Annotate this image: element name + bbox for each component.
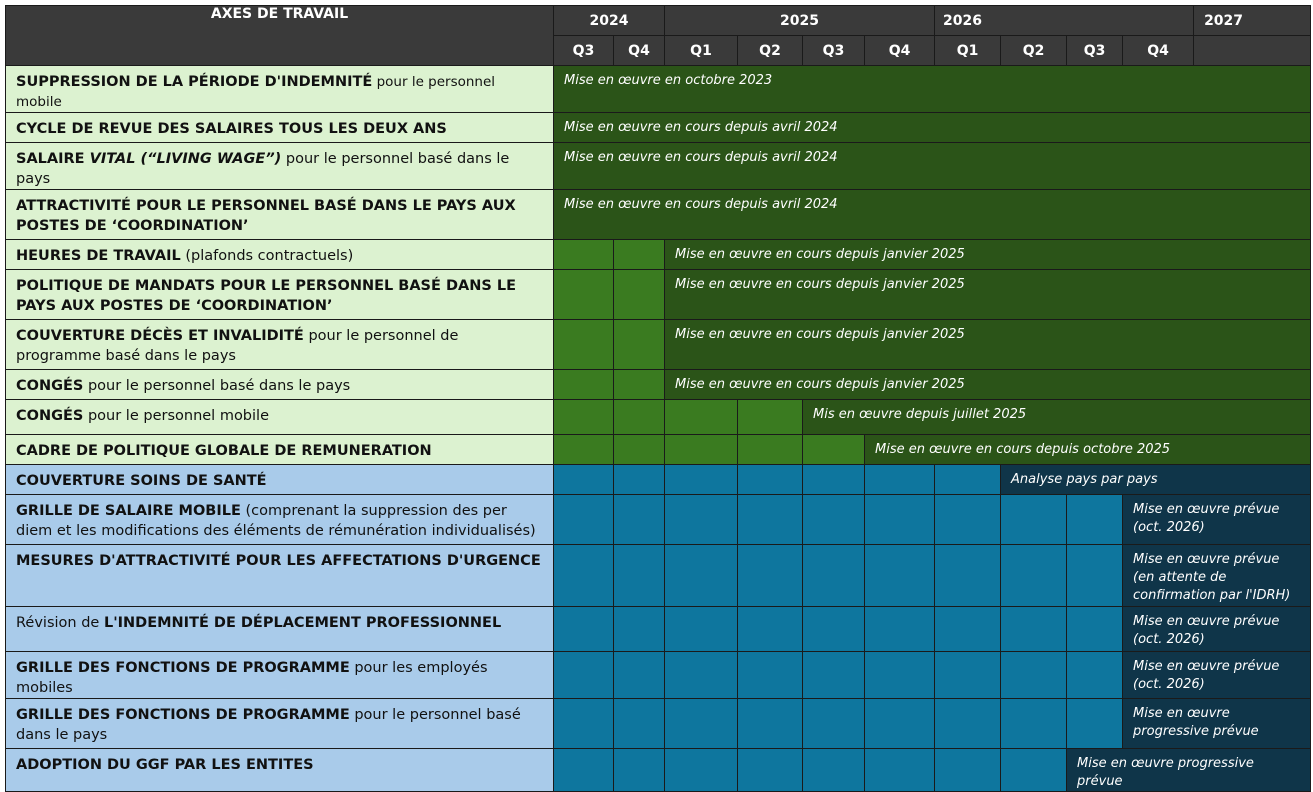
table-row	[6, 545, 1311, 607]
pending-cell	[554, 607, 614, 652]
table-row	[6, 370, 1311, 400]
table-row	[6, 240, 1311, 270]
pending-cell	[935, 545, 1001, 607]
row-label: SALAIRE VITAL (“LIVING WAGE”) pour le personnel basé dans le pays	[6, 143, 554, 190]
quarter-header: Q3	[803, 36, 865, 66]
table-row	[6, 495, 1311, 545]
row-label: GRILLE DES FONCTIONS DE PROGRAMME pour les employés mobiles	[6, 652, 554, 699]
status-bar: Mise en œuvre en cours depuis janvier 2025	[665, 270, 1311, 320]
row-label: GRILLE DES FONCTIONS DE PROGRAMME pour le personnel basé dans le pays	[6, 699, 554, 749]
status-bar: Analyse pays par pays	[1001, 465, 1311, 495]
pending-cell	[803, 495, 865, 545]
status-bar: Mise en œuvre prévue (oct. 2026)	[1123, 495, 1311, 545]
elapsed-cell	[665, 435, 738, 465]
status-bar: Mise en œuvre en cours depuis janvier 2025	[665, 320, 1311, 370]
row-label: CADRE DE POLITIQUE GLOBALE DE REMUNERATION	[6, 435, 554, 465]
row-label: HEURES DE TRAVAIL (plafonds contractuels)	[6, 240, 554, 270]
row-label: POLITIQUE DE MANDATS POUR LE PERSONNEL BASÉ DANS LE PAYS AUX POSTES DE ‘COORDINATION’	[6, 270, 554, 320]
quarter-header: Q2	[738, 36, 803, 66]
pending-cell	[803, 465, 865, 495]
pending-cell	[935, 607, 1001, 652]
pending-cell	[1067, 545, 1123, 607]
pending-cell	[803, 749, 865, 792]
pending-cell	[665, 545, 738, 607]
row-label: ATTRACTIVITÉ POUR LE PERSONNEL BASÉ DANS LE PAYS AUX POSTES DE ‘COORDINATION’	[6, 190, 554, 240]
elapsed-cell	[738, 400, 803, 435]
pending-cell	[1001, 607, 1067, 652]
table-row	[6, 143, 1311, 190]
pending-cell	[935, 699, 1001, 749]
table-row	[6, 66, 1311, 113]
table-row	[6, 435, 1311, 465]
table-row	[6, 699, 1311, 749]
row-label: CONGÉS pour le personnel basé dans le pays	[6, 370, 554, 400]
year-2026-header: 2026	[935, 6, 1194, 36]
elapsed-cell	[738, 435, 803, 465]
pending-cell	[614, 749, 665, 792]
elapsed-cell	[554, 370, 614, 400]
pending-cell	[1001, 652, 1067, 699]
row-label: SUPPRESSION DE LA PÉRIODE D'INDEMNITÉ pour le personnel mobile	[6, 66, 554, 113]
row-label: ADOPTION DU GGF PAR LES ENTITES	[6, 749, 554, 792]
pending-cell	[614, 652, 665, 699]
elapsed-cell	[614, 435, 665, 465]
table-row	[6, 320, 1311, 370]
status-bar: Mise en œuvre en cours depuis avril 2024	[554, 190, 1311, 240]
pending-cell	[865, 749, 935, 792]
pending-cell	[865, 495, 935, 545]
pending-cell	[614, 495, 665, 545]
row-label: CONGÉS pour le personnel mobile	[6, 400, 554, 435]
status-bar: Mise en œuvre en octobre 2023	[554, 66, 1311, 113]
roadmap-table	[5, 5, 1311, 792]
table-row	[6, 113, 1311, 143]
status-bar: Mise en œuvre en cours depuis janvier 2025	[665, 370, 1311, 400]
quarter-header: Q4	[865, 36, 935, 66]
pending-cell	[935, 495, 1001, 545]
elapsed-cell	[554, 320, 614, 370]
pending-cell	[803, 545, 865, 607]
pending-cell	[1001, 749, 1067, 792]
status-bar: Mise en œuvre en cours depuis avril 2024	[554, 143, 1311, 190]
row-label: Révision de L'INDEMNITÉ DE DÉPLACEMENT PROFESSIONNEL	[6, 607, 554, 652]
table-row	[6, 400, 1311, 435]
row-label: COUVERTURE SOINS DE SANTÉ	[6, 465, 554, 495]
pending-cell	[665, 699, 738, 749]
pending-cell	[614, 545, 665, 607]
elapsed-cell	[614, 370, 665, 400]
pending-cell	[665, 607, 738, 652]
pending-cell	[865, 699, 935, 749]
status-bar: Mise en œuvre progressive prévue	[1067, 749, 1311, 792]
pending-cell	[614, 465, 665, 495]
pending-cell	[1067, 495, 1123, 545]
pending-cell	[665, 465, 738, 495]
pending-cell	[1067, 652, 1123, 699]
pending-cell	[614, 699, 665, 749]
pending-cell	[1001, 495, 1067, 545]
status-bar: Mise en œuvre progressive prévue	[1123, 699, 1311, 749]
status-bar: Mise en œuvre prévue (oct. 2026)	[1123, 652, 1311, 699]
elapsed-cell	[665, 400, 738, 435]
elapsed-cell	[614, 270, 665, 320]
elapsed-cell	[614, 320, 665, 370]
pending-cell	[1001, 699, 1067, 749]
pending-cell	[1067, 699, 1123, 749]
table-row	[6, 607, 1311, 652]
elapsed-cell	[554, 270, 614, 320]
elapsed-cell	[554, 240, 614, 270]
pending-cell	[554, 652, 614, 699]
year-2024-header: 2024	[554, 6, 665, 36]
pending-cell	[665, 749, 738, 792]
pending-cell	[554, 699, 614, 749]
pending-cell	[1067, 607, 1123, 652]
header-row-years	[6, 6, 1311, 36]
elapsed-cell	[614, 240, 665, 270]
pending-cell	[803, 607, 865, 652]
quarter-header: Q4	[1123, 36, 1194, 66]
pending-cell	[803, 652, 865, 699]
year-2027-header: 2027	[1194, 6, 1311, 36]
pending-cell	[738, 545, 803, 607]
pending-cell	[738, 699, 803, 749]
table-row	[6, 190, 1311, 240]
quarter-header: Q3	[554, 36, 614, 66]
quarter-header: Q1	[665, 36, 738, 66]
pending-cell	[738, 652, 803, 699]
quarter-header: Q4	[614, 36, 665, 66]
status-bar: Mise en œuvre en cours depuis octobre 2025	[865, 435, 1311, 465]
pending-cell	[935, 652, 1001, 699]
elapsed-cell	[554, 400, 614, 435]
pending-cell	[554, 465, 614, 495]
status-bar: Mis en œuvre depuis juillet 2025	[803, 400, 1311, 435]
quarter-header: Q2	[1001, 36, 1067, 66]
pending-cell	[865, 607, 935, 652]
pending-cell	[935, 749, 1001, 792]
pending-cell	[554, 749, 614, 792]
pending-cell	[803, 699, 865, 749]
pending-cell	[738, 465, 803, 495]
axes-header: AXES DE TRAVAIL	[6, 6, 554, 66]
elapsed-cell	[614, 400, 665, 435]
table-row	[6, 465, 1311, 495]
pending-cell	[865, 652, 935, 699]
pending-cell	[554, 545, 614, 607]
pending-cell	[738, 749, 803, 792]
row-label: GRILLE DE SALAIRE MOBILE (comprenant la suppression des per diem et les modifications des éléments de rémunération individualisés)	[6, 495, 554, 545]
quarter-header: Q3	[1067, 36, 1123, 66]
pending-cell	[614, 607, 665, 652]
quarter-header: Q1	[935, 36, 1001, 66]
pending-cell	[1001, 545, 1067, 607]
pending-cell	[554, 495, 614, 545]
status-bar: Mise en œuvre en cours depuis janvier 2025	[665, 240, 1311, 270]
pending-cell	[865, 465, 935, 495]
pending-cell	[865, 545, 935, 607]
table-row	[6, 270, 1311, 320]
elapsed-cell	[803, 435, 865, 465]
status-bar: Mise en œuvre prévue (en attente de confirmation par l'IDRH)	[1123, 545, 1311, 607]
pending-cell	[665, 495, 738, 545]
table-row	[6, 749, 1311, 792]
quarter-header-empty	[1194, 36, 1311, 66]
pending-cell	[738, 607, 803, 652]
status-bar: Mise en œuvre prévue (oct. 2026)	[1123, 607, 1311, 652]
table-row	[6, 652, 1311, 699]
pending-cell	[935, 465, 1001, 495]
status-bar: Mise en œuvre en cours depuis avril 2024	[554, 113, 1311, 143]
row-label: MESURES D'ATTRACTIVITÉ POUR LES AFFECTATIONS D'URGENCE	[6, 545, 554, 607]
elapsed-cell	[554, 435, 614, 465]
year-2025-header: 2025	[665, 6, 935, 36]
row-label: CYCLE DE REVUE DES SALAIRES TOUS LES DEUX ANS	[6, 113, 554, 143]
row-label: COUVERTURE DÉCÈS ET INVALIDITÉ pour le personnel de programme basé dans le pays	[6, 320, 554, 370]
pending-cell	[665, 652, 738, 699]
pending-cell	[738, 495, 803, 545]
